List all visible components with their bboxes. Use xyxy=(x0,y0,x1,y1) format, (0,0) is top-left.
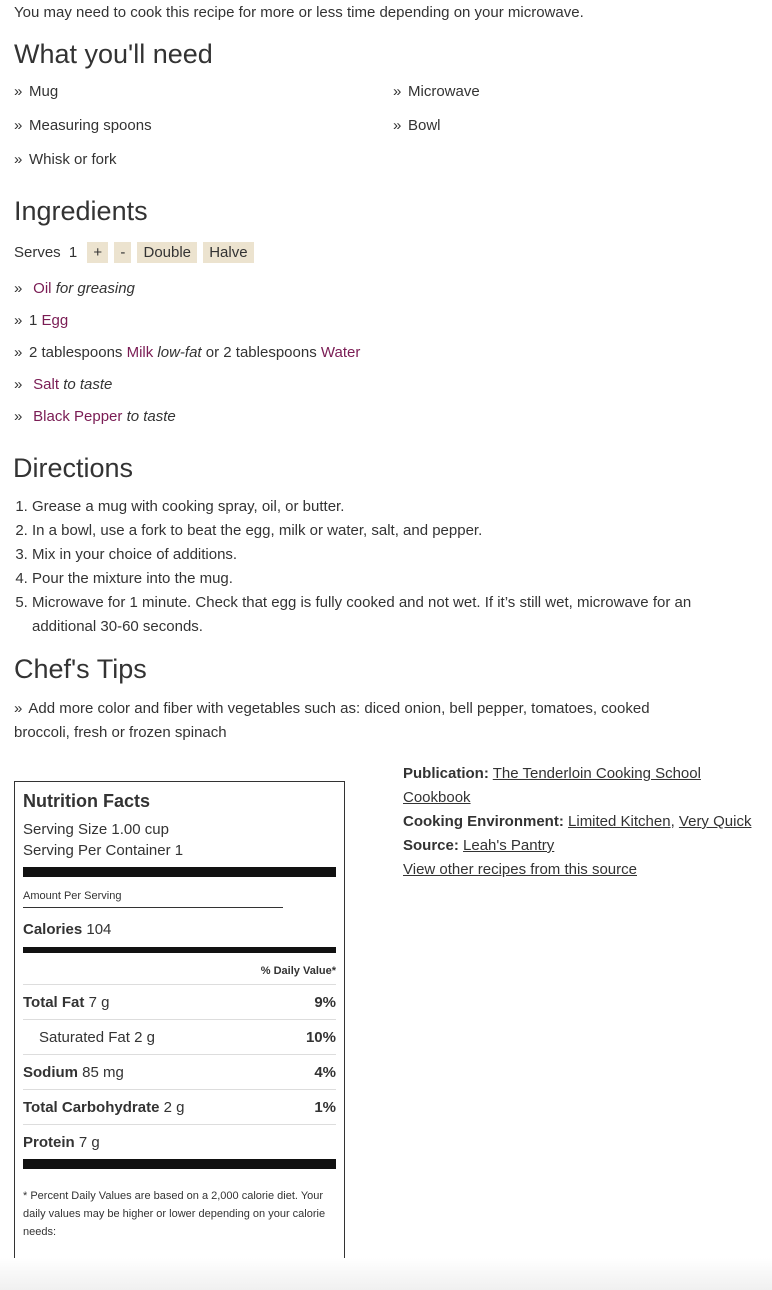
needs-title: What you'll need xyxy=(14,39,213,69)
nutrient-row: Total Carbohydrate 2 g 1% xyxy=(23,1089,336,1124)
amount-per-serving: Amount Per Serving xyxy=(23,890,283,908)
recipe-meta xyxy=(403,762,763,882)
ingredient-link[interactable]: Milk xyxy=(126,344,154,361)
nutrient-row: Protein 7 g xyxy=(23,1124,336,1159)
direction-step: 2. In a bowl, use a fork to beat the egg, milk or water, salt, and pepper. xyxy=(32,519,752,543)
increase-button[interactable]: + xyxy=(87,242,108,263)
direction-step: 4. Pour the mixture into the mug. xyxy=(32,567,752,591)
other-recipes-link[interactable]: View other recipes from this source xyxy=(403,861,637,878)
direction-step: 1. Grease a mug with cooking spray, oil, or butter. xyxy=(32,495,752,519)
halve-button[interactable]: Halve xyxy=(203,242,253,263)
nutrient-row: Sodium 85 mg 4% xyxy=(23,1054,336,1089)
direction-step: 3. Mix in your choice of additions. xyxy=(32,543,752,567)
ingredient-item: » 1 Egg xyxy=(14,312,69,329)
serves-controls xyxy=(14,242,256,263)
ingredient-item: » Oil for greasing xyxy=(14,280,135,297)
list-item: » Mug xyxy=(14,83,59,100)
source-line: Source: Leah's Pantry xyxy=(403,837,555,854)
intro-text: You may need to cook this recipe for more or less time depending on your microwave. xyxy=(14,4,584,21)
ingredient-link[interactable]: Salt xyxy=(33,376,60,393)
serves-value: 1 xyxy=(68,244,78,261)
publication-line: Publication: The Tenderloin Cooking School Cookbook xyxy=(403,765,701,806)
daily-value-header: % Daily Value* xyxy=(23,965,336,985)
bottom-fade xyxy=(0,1258,772,1290)
divider xyxy=(23,947,336,953)
nutrient-row: Total Fat 7 g 9% xyxy=(23,993,336,1011)
ingredient-link[interactable]: Oil xyxy=(33,280,52,297)
environment-link-very-quick[interactable]: Very Quick xyxy=(678,813,752,830)
tips-title: Chef's Tips xyxy=(14,654,147,684)
serving-size: Serving Size 1.00 cup xyxy=(23,821,169,838)
tip-item: » Add more color and fiber with vegetables such as: diced onion, bell pepper, tomatoes, cooked broccoli, fresh or frozen spinach xyxy=(14,700,650,741)
ingredient-item: » Black Pepper to taste xyxy=(14,408,176,425)
list-item: » Whisk or fork xyxy=(14,151,117,168)
servings-per-container: Serving Per Container 1 xyxy=(23,842,184,859)
daily-value-footnote: * Percent Daily Values are based on a 2,000 calorie diet. Your daily values may be higher or lower depending on your calorie needs: xyxy=(23,1190,326,1238)
source-link[interactable]: Leah's Pantry xyxy=(463,837,555,854)
ingredient-link[interactable]: Water xyxy=(320,344,361,361)
ingredient-link[interactable]: Egg xyxy=(41,312,69,329)
list-item: » Bowl xyxy=(393,117,441,134)
serves-label: Serves xyxy=(14,244,61,261)
environment-line: Cooking Environment: Limited Kitchen, Very Quick xyxy=(403,813,752,830)
directions-list xyxy=(14,495,752,639)
list-item: » Microwave xyxy=(393,83,480,100)
directions-title: Directions xyxy=(13,453,134,483)
divider xyxy=(23,867,336,877)
nutrition-title: Nutrition Facts xyxy=(23,791,151,811)
publication-link[interactable]: The Tenderloin Cooking School Cookbook xyxy=(403,765,701,806)
ingredient-item: » 2 tablespoons Milk low-fat or 2 tablespoons Water xyxy=(14,344,361,361)
divider xyxy=(23,1159,336,1169)
calories-row: Calories 104 xyxy=(23,921,112,938)
ingredient-link[interactable]: Black Pepper xyxy=(33,408,123,425)
decrease-button[interactable]: - xyxy=(114,242,131,263)
environment-link-limited-kitchen[interactable]: Limited Kitchen xyxy=(568,813,671,830)
nutrition-facts-panel xyxy=(14,781,345,1261)
ingredient-item: » Salt to taste xyxy=(14,376,113,393)
direction-step: 5. Microwave for 1 minute. Check that egg is fully cooked and not wet. If it’s still wet, microwave for an additional 30-60 seconds. xyxy=(32,591,752,639)
list-item: » Measuring spoons xyxy=(14,117,152,134)
ingredients-title: Ingredients xyxy=(14,196,148,226)
double-button[interactable]: Double xyxy=(137,242,197,263)
nutrient-row: Saturated Fat 2 g 10% xyxy=(23,1019,336,1054)
